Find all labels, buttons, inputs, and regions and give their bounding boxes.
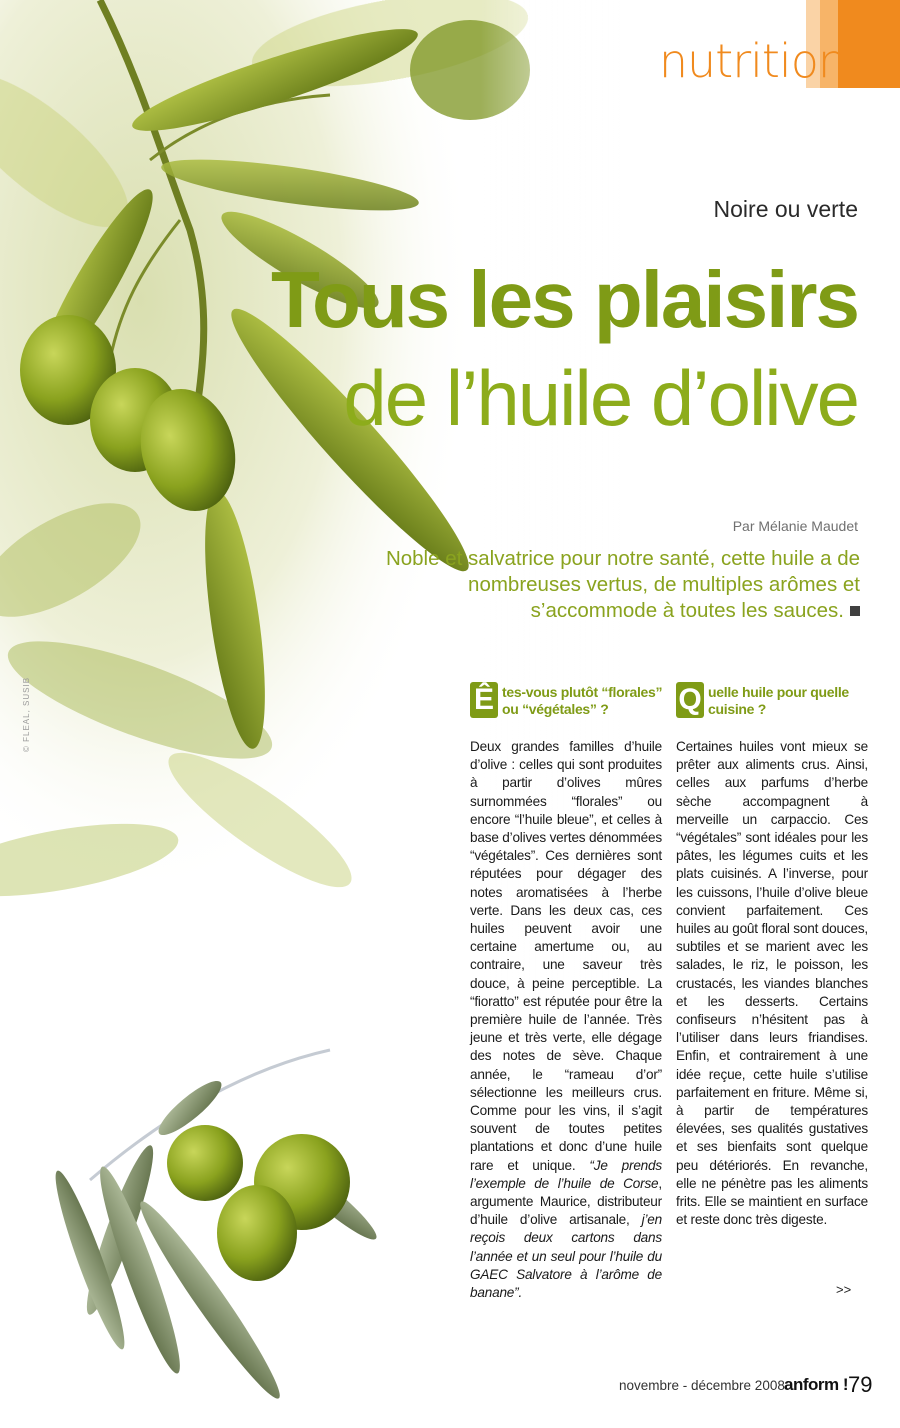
heading-initial: Ê — [470, 682, 498, 718]
column-cuisine — [676, 682, 868, 1229]
quote-text-continued: j’en reçois deux cartons dans l’année et un seul pour l’huile du GAEC Salvatore à l’arôme de banane”. — [470, 1212, 662, 1301]
column-heading — [676, 682, 868, 738]
body-text: Deux grandes familles d’huile d’olive : celles qui sont produites à partir d’olives mûres surnommées “florales” ou encore “l’huile bleue”, et celles à base d’olives vertes dénommées “végétales”. Ces dernières sont réputées pour dégager des notes aromatisées à l’herbe verte. Dans les deux cas, ces huiles peuvent avoir une certaine amertume ou, au contraire, une saveur très douce, à peine perceptible. La “fioratto” est réputée pour être la première huile de l’année. Très jeune et très verte, elle dégage des notes de sève. Chaque année, le “rameau d’or” sélectionne les meilleurs crus. Comme pour les vins, il s’agit souvent de toutes petites plantations et donc d’une huile rare et unique. — [470, 739, 662, 1173]
quote-attribution: , argumente Maurice, distributeur d’huile d’olive artisanale, — [470, 1175, 662, 1228]
page-footer — [590, 1374, 880, 1398]
heading-text: tes-vous plutôt “florales” ou “végétales” ? — [502, 684, 663, 717]
article-lead — [340, 546, 860, 624]
article-kicker: Noire ou verte — [713, 196, 858, 222]
column-body — [470, 738, 662, 1302]
article-title-line1: Tous les plaisirs — [271, 255, 858, 344]
section-label: nutrition — [658, 34, 846, 88]
tab-strip-dark — [838, 0, 900, 88]
column-heading — [470, 682, 662, 738]
page-number: 79 — [848, 1372, 873, 1397]
end-square-icon — [850, 606, 860, 616]
continue-marker: >> — [836, 1282, 852, 1297]
photo-credit: © FLEAL, SUSIB — [22, 676, 31, 752]
article-byline: Par Mélanie Maudet — [732, 518, 858, 534]
article-title-line2: de l’huile d’olive — [343, 354, 858, 442]
heading-text: uelle huile pour quelle cuisine ? — [708, 684, 849, 717]
column-florales — [470, 682, 662, 1302]
article-lead-text: Noble et salvatrice pour notre santé, cette huile a de nombreuses vertus, de multiples arômes et s’accommode à toutes les sauces. — [385, 547, 860, 622]
issue-date: novembre - décembre 2008 — [619, 1378, 785, 1393]
quote-text: “Je prends l’exemple de l’huile de Corse — [470, 1157, 662, 1191]
column-body: Certaines huiles vont mieux se prêter aux aliments crus. Ainsi, celles aux parfums d’herbe sèche accompagnent à merveille un carpaccio. Ces “végétales” sont idéales pour les pâtes, les légumes cuits et les plats cuisinés. A l’inverse, pour les cuissons, l’huile d’olive bleue convient parfaitement. Ces huiles au goût floral sont douces, subtiles et se marient avec les salades, le riz, le poisson, les crustacés, les viandes blanches et les desserts. Certains confiseurs n’hésitent pas à l’utiliser dans leurs friandises. Enfin, et contrairement à une idée reçue, cette huile s’utilise parfaitement en friture. Même si, à partir de températures élevées, ses qualités gustatives et ses bienfaits sont quelque peu détériorés. En revanche, elle ne pénètre pas les aliments frits. Elle se maintient en surface et reste donc très digeste. — [676, 739, 868, 1228]
heading-initial: Q — [676, 682, 704, 718]
magazine-name: anform ! — [784, 1375, 848, 1394]
